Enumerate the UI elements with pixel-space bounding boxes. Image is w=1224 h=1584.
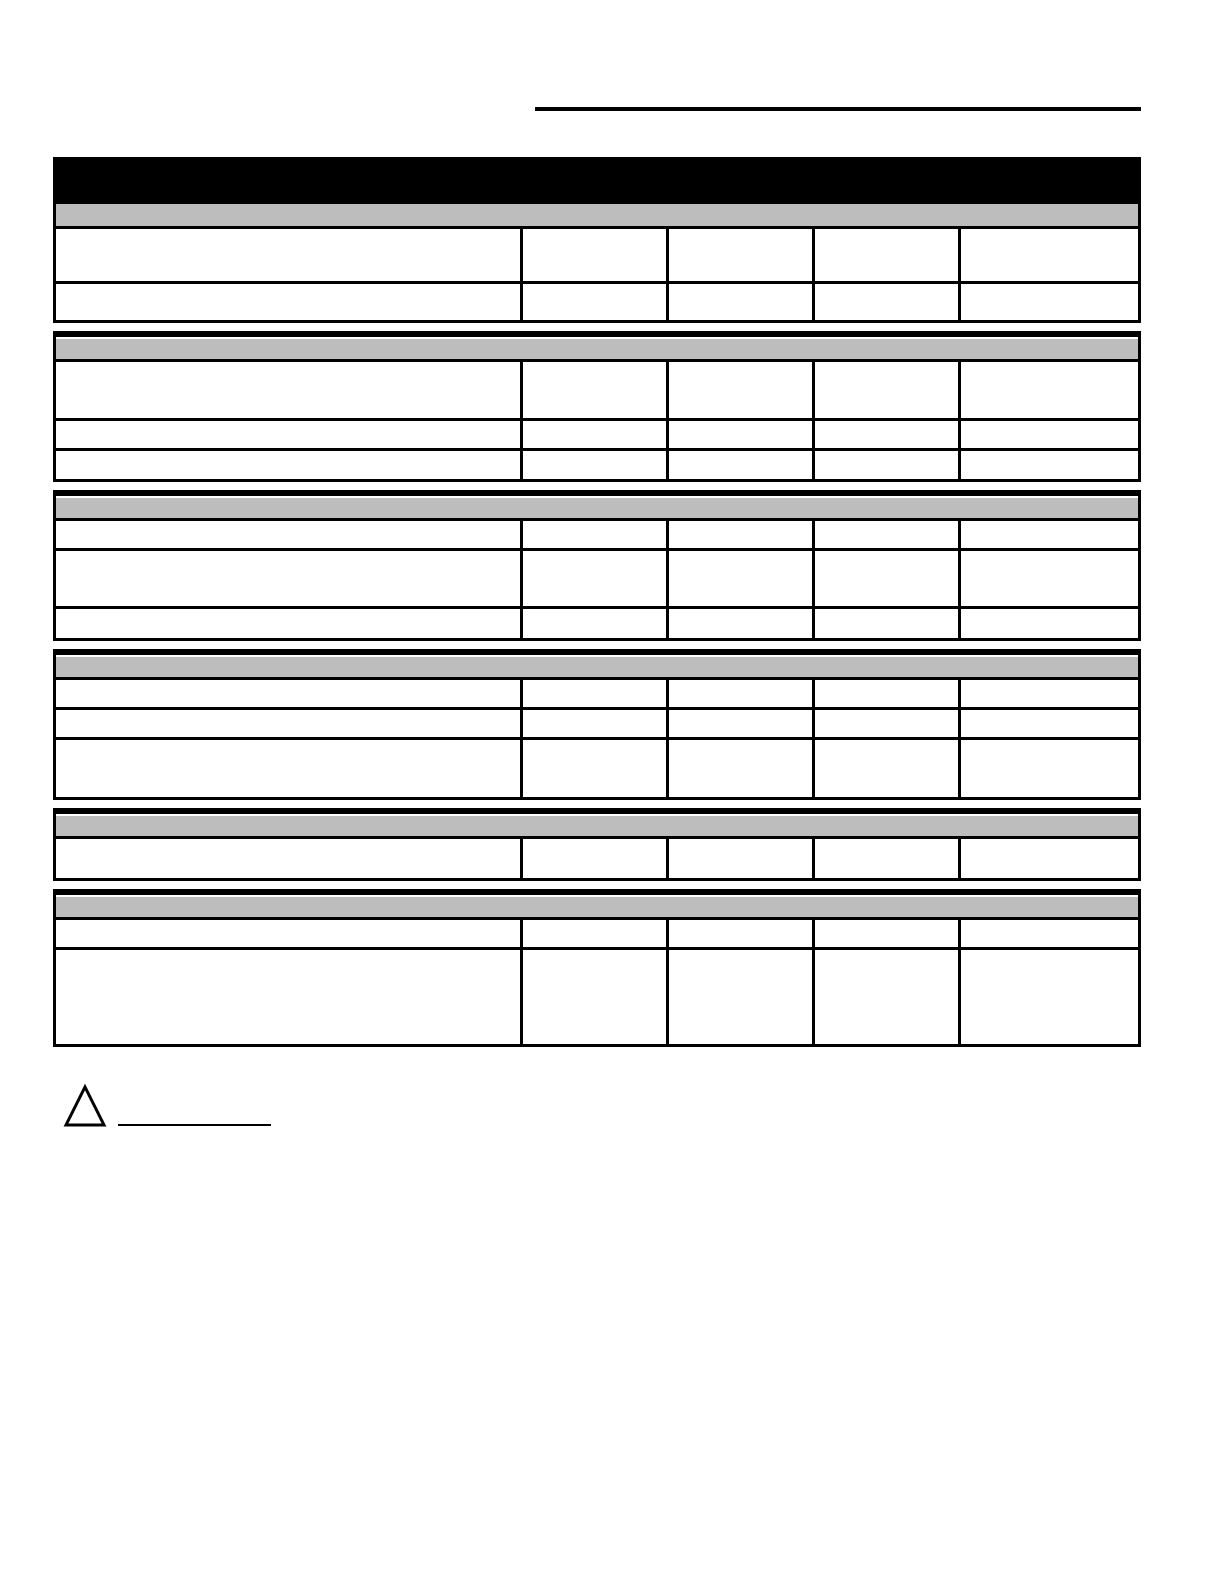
table-row [56,362,1138,421]
table-cell[interactable] [520,609,666,638]
table-cell[interactable] [958,839,1138,878]
table-cell[interactable] [56,950,520,1044]
table-cell[interactable] [56,229,520,281]
section-3 [53,490,1141,641]
table-cell[interactable] [666,362,812,418]
warning-triangle-icon [63,1084,107,1128]
table-cell[interactable] [666,451,812,479]
table-row [56,229,1138,284]
table-cell[interactable] [520,740,666,797]
table-cell[interactable] [666,920,812,947]
table-cell[interactable] [520,229,666,281]
table-cell[interactable] [666,740,812,797]
table-cell[interactable] [958,451,1138,479]
section-header [56,814,1138,839]
table-cell[interactable] [56,421,520,448]
table-cell[interactable] [666,839,812,878]
table-cell[interactable] [812,609,958,638]
table-cell[interactable] [666,421,812,448]
section-header [56,496,1138,521]
section-header [56,337,1138,362]
table-row [56,710,1138,740]
section-2 [53,331,1141,482]
table-cell[interactable] [958,609,1138,638]
table-cell[interactable] [812,284,958,320]
section-header [56,655,1138,680]
table-cell[interactable] [520,710,666,737]
table-cell[interactable] [812,680,958,707]
table-cell[interactable] [812,451,958,479]
table-cell[interactable] [958,950,1138,1044]
table-row [56,740,1138,797]
table-cell[interactable] [56,710,520,737]
table-cell[interactable] [56,839,520,878]
table-cell[interactable] [520,920,666,947]
table-cell[interactable] [520,451,666,479]
table-cell[interactable] [812,551,958,606]
table-cell[interactable] [958,421,1138,448]
header-rule [535,107,1141,111]
table-cell[interactable] [812,421,958,448]
table-cell[interactable] [56,362,520,418]
section-5 [53,808,1141,881]
table-cell[interactable] [520,284,666,320]
table-row [56,950,1138,1044]
table-cell[interactable] [520,680,666,707]
table-cell[interactable] [520,362,666,418]
table-row [56,680,1138,710]
table-cell[interactable] [812,839,958,878]
table-cell[interactable] [958,551,1138,606]
footer-underline [118,1124,271,1126]
table-row [56,421,1138,451]
table-cell[interactable] [958,710,1138,737]
table-cell[interactable] [958,740,1138,797]
table-cell[interactable] [812,362,958,418]
section-4 [53,649,1141,800]
table-cell[interactable] [812,229,958,281]
table-cell[interactable] [958,229,1138,281]
table-row [56,920,1138,950]
table-cell[interactable] [812,521,958,548]
table-cell[interactable] [958,680,1138,707]
table-cell[interactable] [56,740,520,797]
table-row [56,609,1138,638]
table-cell[interactable] [666,950,812,1044]
table-cell[interactable] [520,421,666,448]
table-row [56,839,1138,878]
table-cell[interactable] [56,680,520,707]
table-cell[interactable] [520,521,666,548]
section-6 [53,889,1141,1047]
table-cell[interactable] [812,740,958,797]
table-row [56,284,1138,320]
table-cell[interactable] [666,521,812,548]
table-row [56,451,1138,479]
table-cell[interactable] [812,950,958,1044]
table-row [56,551,1138,609]
table-cell[interactable] [56,521,520,548]
table-cell[interactable] [958,362,1138,418]
table-cell[interactable] [958,521,1138,548]
section-1 [53,204,1141,323]
footer-note [63,1084,273,1128]
table-cell[interactable] [56,551,520,606]
table-cell[interactable] [812,920,958,947]
form-title-bar [53,157,1141,204]
table-cell[interactable] [520,551,666,606]
table-cell[interactable] [666,710,812,737]
table-cell[interactable] [666,551,812,606]
table-cell[interactable] [520,950,666,1044]
table-cell[interactable] [56,609,520,638]
table-cell[interactable] [666,229,812,281]
table-row [56,521,1138,551]
table-cell[interactable] [56,451,520,479]
table-cell[interactable] [958,920,1138,947]
table-cell[interactable] [666,284,812,320]
table-cell[interactable] [666,680,812,707]
table-cell[interactable] [56,284,520,320]
table-cell[interactable] [812,710,958,737]
section-header [56,204,1138,229]
table-cell[interactable] [56,920,520,947]
table-cell[interactable] [520,839,666,878]
table-cell[interactable] [666,609,812,638]
form-table [53,157,1141,1047]
table-cell[interactable] [958,284,1138,320]
section-header [56,895,1138,920]
